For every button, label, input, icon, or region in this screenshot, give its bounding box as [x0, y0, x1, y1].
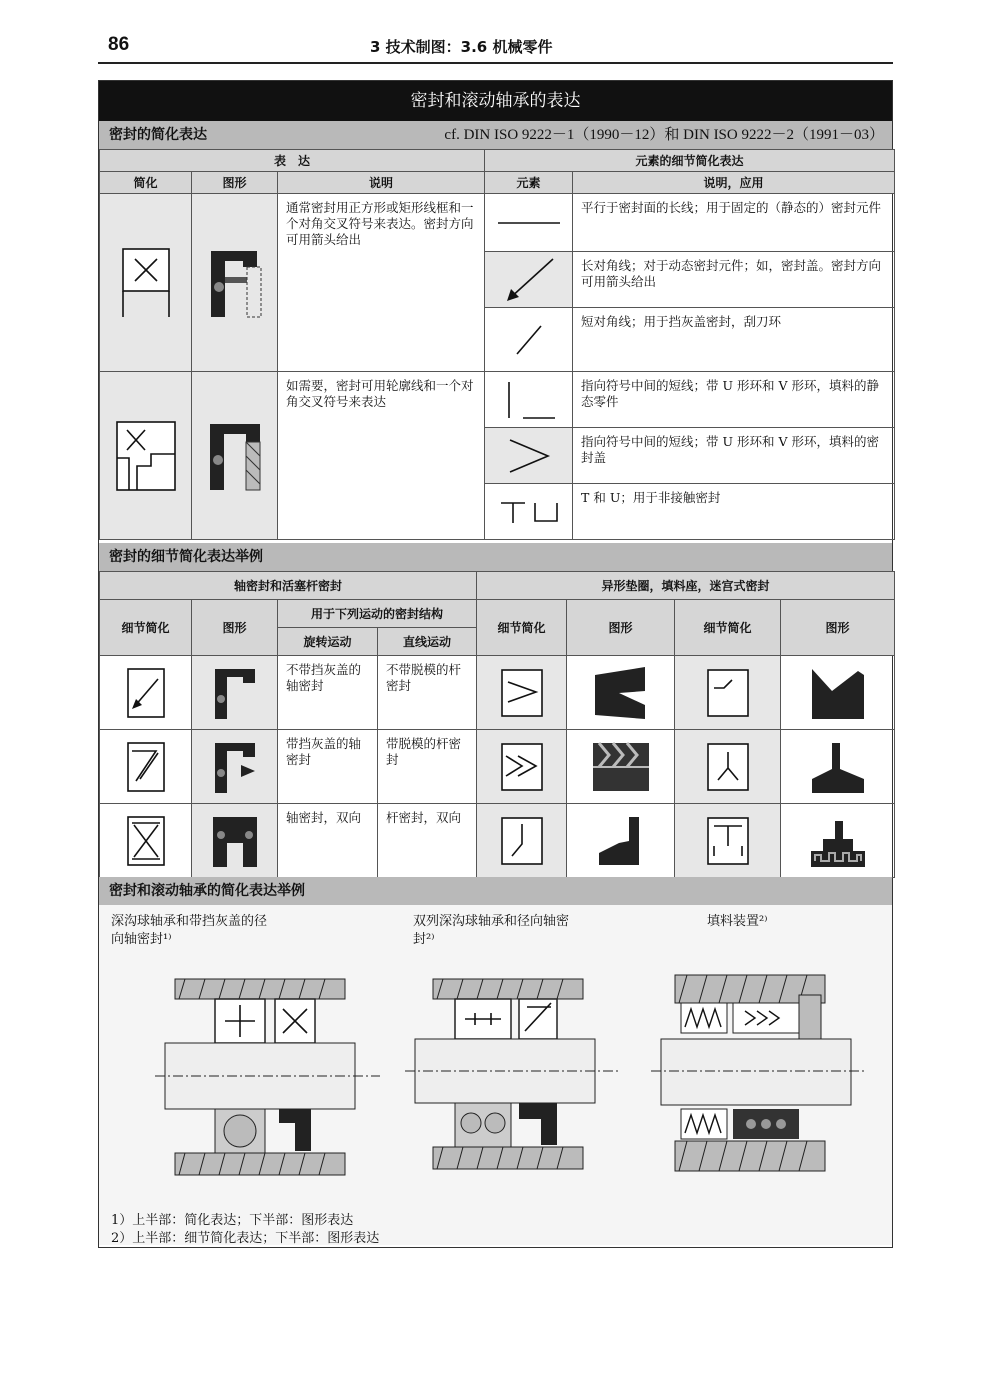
dust-lip-icon: [126, 741, 166, 793]
element-t-u: [485, 484, 573, 540]
element-desc-1: 平行于密封面的长线；用于固定的（静态的）密封元件: [573, 194, 895, 252]
simplified-symbol-1: [100, 194, 192, 372]
y-box-icon: [706, 742, 750, 792]
long-line-icon: [494, 213, 564, 233]
section-1-title: 密封的简化表达: [109, 127, 207, 143]
caption-3: 填料装置²⁾: [707, 914, 768, 929]
short-diagonal-icon: [509, 322, 549, 358]
element-desc-2: 长对角线；对于动态密封元件；如，密封盖。密封方向可用箭头给出: [573, 252, 895, 308]
col-simplified: 简化: [100, 172, 192, 194]
element-desc-5: 指向符号中间的短线；带 U 形环和 V 形环，填料的密封盖: [573, 428, 895, 484]
section-title-bearing: 密封和滚动轴承的简化表达举例: [99, 877, 892, 905]
figure-symbol-1: [192, 194, 278, 372]
detail-symbol-r1b: [477, 656, 567, 730]
seal-contour-figure-icon: [206, 420, 264, 492]
figure-r1b: [567, 656, 675, 730]
t-u-icon: [497, 497, 561, 527]
col-detail-2: 细节简化: [477, 600, 567, 656]
element-short-diagonal: [485, 308, 573, 372]
header-element-detail: 元素的细节简化表达: [485, 150, 895, 172]
double-v-box-icon: [500, 742, 544, 792]
seal-arrow-icon: [126, 667, 166, 719]
figure-r2: [192, 730, 278, 804]
text-r3-rotation: 轴密封，双向: [278, 804, 378, 878]
text-r3-linear: 杆密封，双向: [378, 804, 477, 878]
detail-symbol-r2c: [675, 730, 781, 804]
col-figure: 图形: [192, 172, 278, 194]
col-element: 元素: [485, 172, 573, 194]
figure-symbol-2: [192, 372, 278, 540]
detail-symbol-r1c: [675, 656, 781, 730]
footnote-1: 1）上半部：简化表达；下半部：图形表达: [111, 1213, 354, 1228]
line-box-icon: [706, 668, 750, 718]
caption-1: 深沟球轴承和带挡灰盖的径向轴密封¹⁾: [111, 914, 268, 947]
double-cross-icon: [126, 815, 166, 867]
col-application: 说明，应用: [573, 172, 895, 194]
simplified-symbol-2: [100, 372, 192, 540]
detail-symbol-r1: [100, 656, 192, 730]
element-v-shape: [485, 428, 573, 484]
figure-r3b: [567, 804, 675, 878]
detail-table: [99, 571, 895, 878]
figure-r1: [192, 656, 278, 730]
dust-seal-figure-icon: [211, 739, 259, 795]
element-long-line: [485, 194, 573, 252]
element-desc-6: T 和 U；用于非接触密封: [573, 484, 895, 540]
figure-r3: [192, 804, 278, 878]
profile-gasket-figure-icon: [589, 665, 653, 721]
figure-r3c: [781, 804, 895, 878]
header-shaft-seals: 轴密封和活塞杆密封: [100, 572, 477, 600]
bearing-examples: [99, 905, 892, 1245]
col-structure: 用于下列运动的密封结构: [278, 600, 477, 628]
diagonal-arrow-icon: [499, 255, 559, 305]
running-head: 3 技术制图：3.6 机械零件: [370, 38, 553, 56]
header-rule: [98, 62, 893, 64]
shaft-seal-figure-icon: [211, 665, 259, 721]
simplified-table: [99, 149, 895, 540]
footnote-2: 2）上半部：细节简化表达；下半部：图形表达: [111, 1231, 380, 1246]
lip-ring-figure-icon: [806, 739, 870, 795]
col-figure-2: 图形: [567, 600, 675, 656]
detail-symbol-r3: [100, 804, 192, 878]
col-figure-1: 图形: [192, 600, 278, 656]
caption-2: 双列深沟球轴承和径向轴密封²⁾: [413, 914, 570, 947]
double-row-bearing-drawing: [405, 973, 625, 1185]
bent-line-box-icon: [500, 816, 544, 866]
detail-symbol-r3b: [477, 804, 567, 878]
element-long-diagonal: [485, 252, 573, 308]
text-r1-linear: 不带脱模的杆密封: [378, 656, 477, 730]
double-shaft-seal-figure-icon: [209, 813, 261, 869]
text-r1-rotation: 不带挡灰盖的轴密封: [278, 656, 378, 730]
col-rotation: 旋转运动: [278, 628, 378, 656]
contour-cross-icon: [115, 420, 177, 492]
col-detail-3: 细节简化: [675, 600, 781, 656]
labyrinth-box-icon: [706, 816, 750, 866]
description-1: 通常密封用正方形或矩形线框和一个对角交叉符号来表达。密封方向可用箭头给出: [278, 194, 485, 372]
element-desc-3: 短对角线；用于挡灰盖密封，刮刀环: [573, 308, 895, 372]
short-pointer-icon: [499, 378, 559, 422]
text-r2-rotation: 带挡灰盖的轴密封: [278, 730, 378, 804]
section-title-simplified: [99, 121, 892, 149]
step-seal-figure-icon: [589, 813, 653, 869]
labyrinth-figure-icon: [805, 813, 871, 869]
content-frame: [98, 80, 893, 1248]
packing-gland-drawing: [651, 971, 871, 1191]
v-ring-figure-icon: [806, 665, 870, 721]
seal-figure-icon: [207, 247, 263, 319]
detail-symbol-r3c: [675, 804, 781, 878]
deep-groove-bearing-drawing: [155, 973, 385, 1185]
figure-r2c: [781, 730, 895, 804]
detail-symbol-r2: [100, 730, 192, 804]
main-title: 密封和滚动轴承的表达: [99, 81, 892, 121]
col-detail-1: 细节简化: [100, 600, 192, 656]
detail-symbol-r2b: [477, 730, 567, 804]
page-number: 86: [108, 34, 130, 55]
cross-square-icon: [121, 247, 171, 319]
col-figure-3: 图形: [781, 600, 895, 656]
col-description: 说明: [278, 172, 485, 194]
v-shape-icon: [504, 434, 554, 478]
description-2: 如需要，密封可用轮廓线和一个对角交叉符号来表达: [278, 372, 485, 540]
element-pointer-short: [485, 372, 573, 428]
section-title-detail: 密封的细节简化表达举例: [99, 543, 892, 571]
header-representation: 表 达: [100, 150, 485, 172]
element-desc-4: 指向符号中间的短线；带 U 形环和 V 形环，填料的静态零件: [573, 372, 895, 428]
text-r2-linear: 带脱模的杆密封: [378, 730, 477, 804]
header-profile-seals: 异形垫圈，填料座，迷宫式密封: [477, 572, 895, 600]
figure-r1c: [781, 656, 895, 730]
standard-reference: cf. DIN ISO 9222－1（1990－12）和 DIN ISO 9222－2（1991－03）: [444, 127, 884, 143]
packing-set-figure-icon: [589, 739, 653, 795]
figure-r2b: [567, 730, 675, 804]
v-box-icon: [500, 668, 544, 718]
col-linear: 直线运动: [378, 628, 477, 656]
